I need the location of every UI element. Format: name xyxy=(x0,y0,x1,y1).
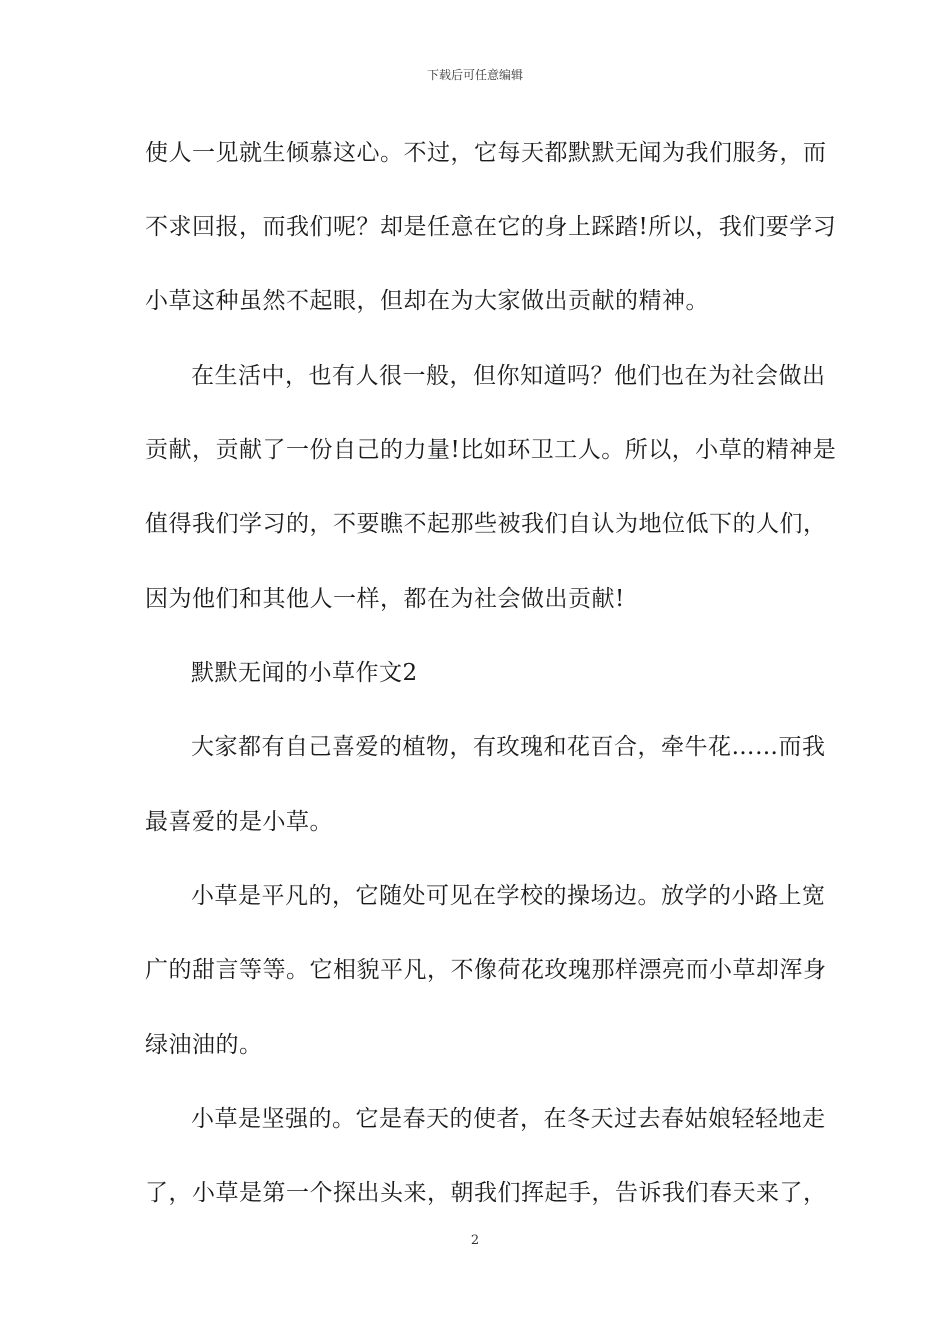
body-text-line: 使人一见就生倾慕这心。不过，它每天都默默无闻为我们服务，而 xyxy=(145,140,827,166)
body-text-line: 因为他们和其他人一样，都在为社会做出贡献! xyxy=(145,586,625,612)
body-text-line: 小草是坚强的。它是春天的使者，在冬天过去春姑娘轻轻地走 xyxy=(191,1106,826,1132)
section-title: 默默无闻的小草作文2 xyxy=(191,660,418,686)
page-header: 下载后可任意编辑 xyxy=(426,68,523,82)
body-text-line: 值得我们学习的，不要瞧不起那些被我们自认为地位低下的人们， xyxy=(145,511,827,537)
body-text-line: 绿油油的。 xyxy=(145,1032,263,1058)
body-text-line: 在生活中，也有人很一般，但你知道吗？他们也在为社会做出 xyxy=(191,363,826,389)
body-text-line: 小草是平凡的，它随处可见在学校的操场边。放学的小路上宽 xyxy=(191,883,826,909)
body-text-line: 小草这种虽然不起眼，但却在为大家做出贡献的精神。 xyxy=(145,288,709,314)
body-text-line: 广的甜言等等。它相貌平凡，不像荷花玫瑰那样漂亮而小草却浑身 xyxy=(145,957,827,983)
page-number: 2 xyxy=(470,1233,480,1248)
body-text-line: 不求回报，而我们呢？却是任意在它的身上踩踏!所以，我们要学习 xyxy=(145,214,837,240)
body-text-line: 贡献，贡献了一份自己的力量!比如环卫工人。所以，小草的精神是 xyxy=(145,437,837,463)
body-text-line: 最喜爱的是小草。 xyxy=(145,809,333,835)
body-text-line: 了，小草是第一个探出头来，朝我们挥起手，告诉我们春天来了， xyxy=(145,1180,827,1206)
body-text-line: 大家都有自己喜爱的植物，有玫瑰和花百合，牵牛花……而我 xyxy=(191,734,826,760)
